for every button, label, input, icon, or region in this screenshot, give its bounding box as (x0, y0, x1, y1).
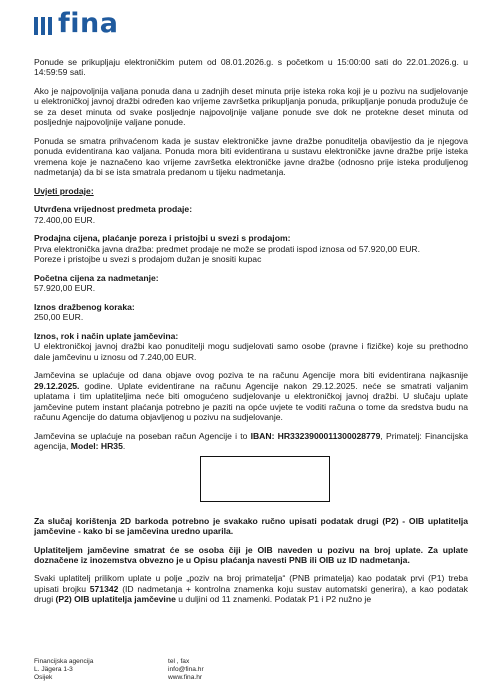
footer-web: www.fina.hr (168, 673, 203, 681)
logo-bars-icon (34, 13, 52, 35)
reference-number: 571342 (89, 583, 119, 594)
start-price-label: Početna cijena za nadmetanje: (34, 272, 159, 283)
logo-text: fina (58, 8, 119, 39)
start-price-amount: 57.920,00 EUR. (34, 283, 96, 294)
note-barcode: Za slučaj korištenja 2D barkoda potrebno je svakako ručno upisati podatak drugi (P2) - OIB uplatitelja jamčevine - kako bi se jamčevina uredno uparila. (34, 515, 468, 537)
account-text-a: Jamčevina se uplaćuje na poseban račun Agencije i to (34, 430, 251, 441)
increment-label: Iznos dražbenog koraka: (34, 301, 135, 312)
section-value (34, 204, 468, 225)
account-iban: IBAN: HR3323900011300028779 (250, 430, 381, 441)
section-start-price (34, 273, 468, 294)
account-text-b: , Primatelj: Financijska agencija, (34, 430, 468, 452)
paragraph-offer-period: Ponude se prikupljaju elektroničkim putem od 08.01.2026.g. s početkom u 15:00:00 sati do 22.01.2026.g. u 14:59:59 sati. (34, 57, 468, 78)
note-payer: Uplatiteljem jamčevine smatrat će se osoba čiji je OIB naveden u pozivu na broj uplate. Za uplate doznačene iz inozemstva obvezno je u Opisu plaćanja navesti PNB ili OIB uz ID nadmetanja. (34, 544, 468, 565)
footer-city: Osijek (34, 673, 53, 681)
section-increment (34, 302, 468, 323)
reference-text-c: u duljini od 11 znamenki. Podatak P1 i P2 nužno je (175, 594, 372, 605)
deadline-text-a: Jamčevina se uplaćuje od dana objave ovog poziva te na računu Agencije mora biti evidentirana najkasnije (34, 370, 468, 381)
sale-label: Prodajna cijena, plaćanje poreza i pristojbi u svezi s prodajom: (34, 233, 291, 244)
fina-logo (34, 10, 118, 37)
reference-text-b: (ID nadmetanja + kontrolna znamenka koju sustav automatski generira), a kao podatak drugi (34, 583, 468, 605)
section-deposit (34, 331, 468, 362)
deposit-text: U elektroničkoj javnoj dražbi kao ponuditelji mogu sudjelovati samo osobe (pravne i fizičke) koje su prethodno dale jamčevinu u iznosu od 7.240,00 EUR. (34, 341, 468, 362)
section-sale-price (34, 233, 468, 264)
footer-email: info@fina.hr (168, 665, 204, 673)
footer-tel: tel , fax (168, 658, 190, 665)
account-model: Model: HR35 (70, 441, 123, 452)
reference-p2: (P2) OIB uplatitelja jamčevine (55, 594, 176, 605)
conditions-heading: Uvjeti prodaje: (34, 185, 94, 196)
reference-text-a: Svaki uplatitelj prilikom uplate u polje „poziv na broj primatelja“ (PNB primatelja) kao podatak prvi (P1) treba upisati brojku (34, 573, 468, 594)
deposit-label: Iznos, rok i način uplate jamčevina: (34, 330, 179, 341)
paragraph-acceptance: Ponuda se smatra prihvaćenom kada je sustav elektroničke javne dražbe ponuditelja obavijestio da je njegova ponuda evidentirana kao valjana. Ponuda mora biti evidentirana u sustavu elektroničke javne dražbe prije isteka vremena koje je naznačeno kao vrijeme završetka elektroničke javne dražbe (odnosno prije isteka produljenog nadmetanja) da bi se ista smatrala predanom u tijeku nadmetanja. (34, 135, 468, 178)
value-amount: 72.400,00 EUR. (34, 214, 96, 225)
deadline-date: 29.12.2025. (34, 380, 80, 391)
barcode-box (200, 456, 330, 502)
sale-line-2: Poreze i pristojbe u svezi s prodajom dužan je snositi kupac (34, 254, 262, 265)
paragraph-account (34, 431, 468, 452)
value-label: Utvrđena vrijednost predmeta prodaje: (34, 204, 193, 215)
paragraph-deadline (34, 370, 468, 422)
paragraph-payment-reference (34, 573, 468, 604)
account-text-c: . (122, 441, 126, 452)
footer-contact (168, 658, 204, 682)
paragraph-extension: Ako je najpovoljnija valjana ponuda dana u zadnjih deset minuta prije isteka roka koji je u pozivu na sudjelovanje u elektroničkoj javnoj dražbi određen kao vrijeme završetka prikupljanja ponuda, prikupljanje ponuda produžuje će se za deset minuta od svake posljednje najpovoljnije valjane ponude sve dok ne protekne deset minuta od posljednje najpovoljnije valjane ponude. (34, 85, 468, 128)
footer-street: L. Jägera 1-3 (34, 665, 73, 673)
increment-amount: 250,00 EUR. (34, 312, 84, 323)
footer-address (34, 658, 93, 682)
document-body (34, 57, 468, 613)
footer-org: Financijska agencija (34, 658, 94, 665)
sale-line-1: Prva elektronička javna dražba: predmet prodaje ne može se prodati ispod iznosa od 57.920,00 EUR. (34, 243, 420, 254)
deadline-text-b: godine. Uplate evidentirane na računu Agencije nakon 29.12.2025. neće se smatrati valjanim uplatama i tim uplatiteljima neće biti omogućeno sudjelovanje u elektroničkoj javnoj dražbi. U slučaju uplate jamčevine putem instant plaćanja potrebno je paziti na opće uvjete te voditi računa o tome da sredstva budu na računu Agencije do datuma objavljenog u pozivu na sudjelovanje. (34, 380, 468, 423)
